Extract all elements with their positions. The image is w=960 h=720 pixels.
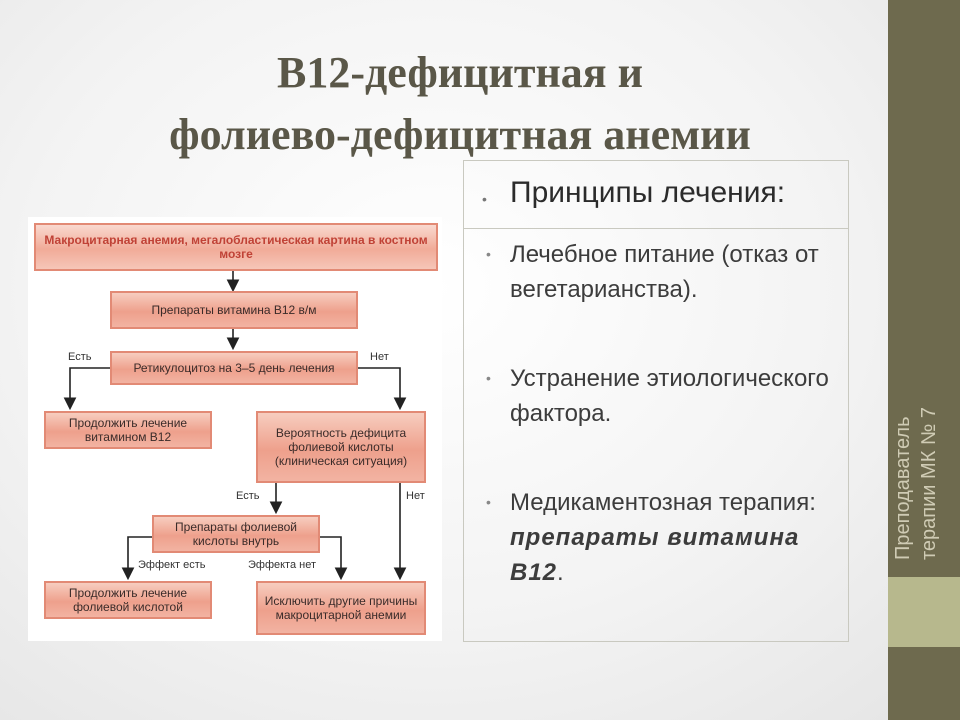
slide-title (40, 42, 880, 166)
slide-title-line-1: В12-дефицитная и (277, 48, 643, 97)
sidebar-text (890, 0, 942, 560)
box-continue-folic-acid: Продолжить лечение фолиевой кислотой (44, 581, 212, 619)
bullet-icon: • (486, 246, 491, 262)
label-yes-2: Есть (236, 490, 260, 502)
label-yes-1: Есть (68, 351, 92, 363)
sidebar-accent-band (888, 577, 960, 647)
bullet-icon: • (486, 370, 491, 386)
sidebar-line-1: Преподаватель (892, 416, 914, 560)
box-vitamin-b12: Препараты витамина B12 в/м (110, 291, 358, 329)
list-item-text-emphasis: препараты витамина В12 (510, 524, 800, 586)
principles-heading-text: Принципы лечения: (510, 176, 786, 209)
panel-divider (464, 228, 848, 229)
arrow-b6-b8 (320, 537, 341, 577)
list-item (486, 485, 836, 590)
box-folate-deficiency-probability: Вероятность дефицита фолиевой кислоты (клиническая ситуация) (256, 411, 426, 483)
arrow-b3-b4 (70, 368, 110, 407)
list-item (486, 361, 836, 431)
list-item-text: Лечебное питание (отказ от вегетарианства). (510, 241, 819, 303)
arrow-b3-b5 (358, 368, 400, 407)
box-folic-acid-oral: Препараты фолиевой кислоты внутрь (152, 515, 320, 553)
label-no-1: Нет (370, 351, 389, 363)
bullet-icon: • (486, 494, 491, 510)
list-item-text-suffix: . (557, 559, 564, 586)
arrow-b6-b7 (128, 537, 152, 577)
label-effect-yes: Эффект есть (138, 559, 206, 571)
sidebar-line-2: терапии МК № 7 (918, 406, 940, 560)
box-exclude-other-causes: Исключить другие причины макроцитарной анемии (256, 581, 426, 635)
list-item-text: Устранение этиологического фактора. (510, 365, 829, 427)
box-reticulocytosis: Ретикулоцитоз на 3–5 день лечения (110, 351, 358, 385)
treatment-principles-panel (463, 160, 849, 642)
label-effect-no: Эффекта нет (248, 559, 317, 571)
treatment-flowchart (28, 217, 442, 641)
sidebar (888, 0, 960, 720)
box-continue-b12: Продолжить лечение витамином B12 (44, 411, 212, 449)
list-item (486, 237, 836, 307)
box-macrocytic-anemia: Макроцитарная анемия, мегалобластическая картина в костном мозге (34, 223, 438, 271)
slide-title-line-2: фолиево-дефицитная анемии (169, 110, 751, 159)
principles-heading (482, 173, 826, 213)
bullet-icon: • (482, 191, 487, 207)
list-item-text-prefix: Медикаментозная терапия: (510, 489, 816, 516)
label-no-2: Нет (406, 490, 425, 502)
